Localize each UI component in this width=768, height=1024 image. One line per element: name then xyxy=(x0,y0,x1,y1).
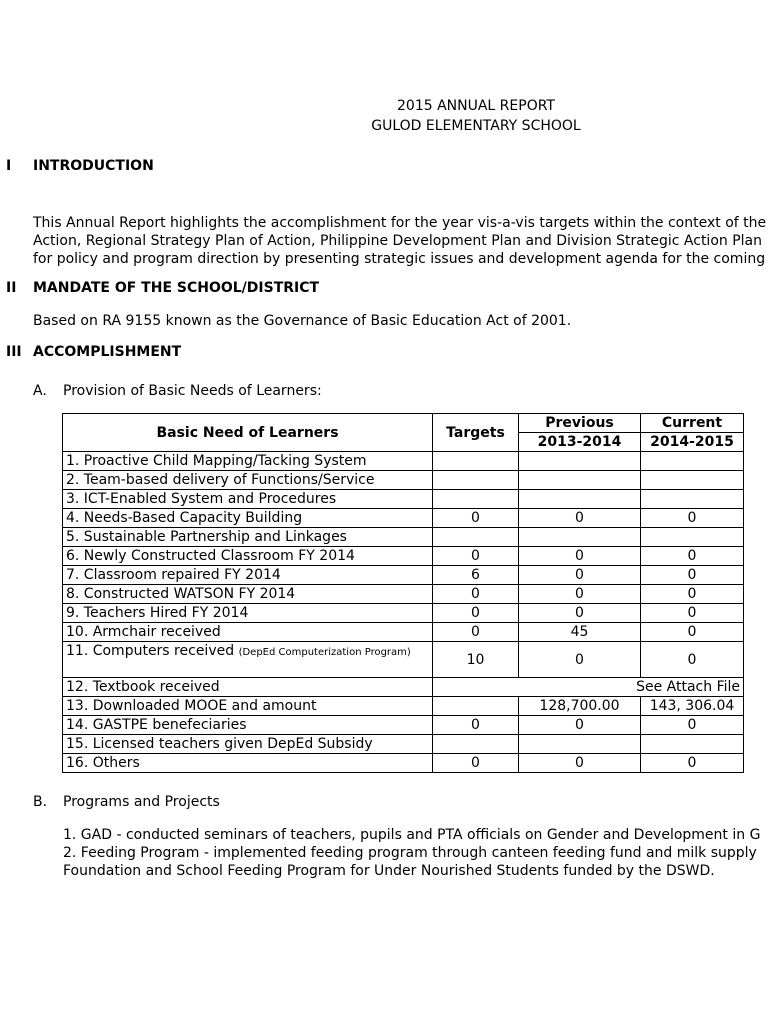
cell-current: 0 xyxy=(641,642,744,678)
row-label-text: 9. Teachers Hired FY 2014 xyxy=(66,605,249,621)
cell-targets: 10 xyxy=(433,642,519,678)
cell-previous: 0 xyxy=(519,566,641,585)
cell-targets: 0 xyxy=(433,604,519,623)
row-label xyxy=(63,509,433,528)
row-label-text: 7. Classroom repaired FY 2014 xyxy=(66,567,281,583)
cell-targets xyxy=(433,735,519,754)
cell-previous: 0 xyxy=(519,642,641,678)
cell-current xyxy=(641,452,744,471)
program-line: 2. Feeding Program - implemented feeding program through canteen feeding fund and milk supply xyxy=(63,845,757,861)
row-label-text: 3. ICT-Enabled System and Procedures xyxy=(66,491,337,507)
cell-current: 0 xyxy=(641,566,744,585)
cell-previous xyxy=(519,528,641,547)
table-row xyxy=(63,585,744,604)
row-label-text: 12. Textbook received xyxy=(66,679,220,695)
cell-current: 0 xyxy=(641,585,744,604)
cell-previous xyxy=(519,735,641,754)
header-targets: Targets xyxy=(433,414,519,452)
report-title: 2015 ANNUAL REPORT xyxy=(397,98,555,114)
table-row xyxy=(63,490,744,509)
row-label-text: 2. Team-based delivery of Functions/Service xyxy=(66,472,375,488)
header-basic-need: Basic Need of Learners xyxy=(63,414,433,452)
subsection-letter-a: A. xyxy=(33,383,47,399)
row-merged-value: See Attach File xyxy=(433,678,744,697)
row-label xyxy=(63,566,433,585)
table-row xyxy=(63,471,744,490)
cell-targets xyxy=(433,697,519,716)
table-row xyxy=(63,528,744,547)
table-row xyxy=(63,754,744,773)
table-row xyxy=(63,735,744,754)
row-label xyxy=(63,678,433,697)
cell-previous: 128,700.00 xyxy=(519,697,641,716)
school-name: GULOD ELEMENTARY SCHOOL xyxy=(371,118,581,134)
table-row xyxy=(63,716,744,735)
cell-previous: 0 xyxy=(519,716,641,735)
intro-line: This Annual Report highlights the accomplishment for the year vis-a-vis targets within the context of the xyxy=(33,215,767,231)
row-label xyxy=(63,697,433,716)
row-label xyxy=(63,585,433,604)
row-label-text: 4. Needs-Based Capacity Building xyxy=(66,510,303,526)
basic-needs-table xyxy=(62,413,744,773)
row-label-text: 8. Constructed WATSON FY 2014 xyxy=(66,586,296,602)
section-number-intro: I xyxy=(6,158,12,174)
cell-previous xyxy=(519,471,641,490)
cell-current: 0 xyxy=(641,716,744,735)
cell-previous: 45 xyxy=(519,623,641,642)
cell-targets: 6 xyxy=(433,566,519,585)
row-label xyxy=(63,471,433,490)
table-row xyxy=(63,697,744,716)
subsection-letter-b: B. xyxy=(33,794,48,810)
header-previous-year: 2013-2014 xyxy=(519,433,641,452)
row-label-text: 15. Licensed teachers given DepEd Subsidy xyxy=(66,736,373,752)
cell-targets: 0 xyxy=(433,547,519,566)
program-line: Foundation and School Feeding Program for Under Nourished Students funded by the DSWD. xyxy=(63,863,715,879)
table-row xyxy=(63,509,744,528)
row-label xyxy=(63,528,433,547)
table-row xyxy=(63,547,744,566)
mandate-text: Based on RA 9155 known as the Governance of Basic Education Act of 2001. xyxy=(33,313,572,329)
section-heading-mandate: MANDATE OF THE SCHOOL/DISTRICT xyxy=(33,280,320,296)
row-label xyxy=(63,735,433,754)
cell-current: 0 xyxy=(641,547,744,566)
row-label-text: 5. Sustainable Partnership and Linkages xyxy=(66,529,347,545)
cell-current: 0 xyxy=(641,604,744,623)
cell-targets: 0 xyxy=(433,585,519,604)
table-row xyxy=(63,642,744,678)
intro-paragraph xyxy=(33,214,766,268)
table-row xyxy=(63,678,744,697)
cell-targets: 0 xyxy=(433,509,519,528)
cell-previous: 0 xyxy=(519,754,641,773)
cell-current: 0 xyxy=(641,509,744,528)
cell-previous: 0 xyxy=(519,509,641,528)
section-number-mandate: II xyxy=(6,280,17,296)
cell-current: 0 xyxy=(641,623,744,642)
cell-current xyxy=(641,471,744,490)
row-label-text: 6. Newly Constructed Classroom FY 2014 xyxy=(66,548,355,564)
section-heading-intro: INTRODUCTION xyxy=(33,158,154,174)
header-current-year: 2014-2015 xyxy=(641,433,744,452)
row-label xyxy=(63,490,433,509)
table-row xyxy=(63,623,744,642)
cell-targets: 0 xyxy=(433,716,519,735)
row-label xyxy=(63,604,433,623)
cell-previous: 0 xyxy=(519,585,641,604)
table-row xyxy=(63,604,744,623)
subsection-title-a: Provision of Basic Needs of Learners: xyxy=(63,383,322,399)
row-label xyxy=(63,623,433,642)
cell-targets xyxy=(433,452,519,471)
cell-targets xyxy=(433,471,519,490)
cell-previous: 0 xyxy=(519,547,641,566)
cell-current xyxy=(641,528,744,547)
cell-current: 0 xyxy=(641,754,744,773)
row-label xyxy=(63,642,433,678)
intro-line: for policy and program direction by presenting strategic issues and development agenda for the coming xyxy=(33,251,766,267)
row-label-text: 14. GASTPE benefeciaries xyxy=(66,717,247,733)
cell-targets: 0 xyxy=(433,623,519,642)
row-label xyxy=(63,754,433,773)
intro-line: Action, Regional Strategy Plan of Action, Philippine Development Plan and Division Strategic Action Plan xyxy=(33,233,762,249)
cell-targets: 0 xyxy=(433,754,519,773)
cell-targets xyxy=(433,490,519,509)
section-number-accomplishment: III xyxy=(6,344,22,360)
row-label-text: 10. Armchair received xyxy=(66,624,221,640)
cell-targets xyxy=(433,528,519,547)
table-row xyxy=(63,452,744,471)
header-current: Current xyxy=(641,414,744,433)
table-row xyxy=(63,566,744,585)
cell-previous: 0 xyxy=(519,604,641,623)
program-line: 1. GAD - conducted seminars of teachers, pupils and PTA officials on Gender and Development in G xyxy=(63,827,761,843)
row-label-text: 16. Others xyxy=(66,755,140,771)
section-heading-accomplishment: ACCOMPLISHMENT xyxy=(33,344,182,360)
cell-previous xyxy=(519,490,641,509)
row-label xyxy=(63,452,433,471)
row-label-text: 11. Computers received xyxy=(66,643,239,659)
row-label-text: 1. Proactive Child Mapping/Tacking System xyxy=(66,453,367,469)
programs-paragraph xyxy=(63,826,760,880)
cell-previous xyxy=(519,452,641,471)
subsection-title-b: Programs and Projects xyxy=(63,794,220,810)
row-label xyxy=(63,716,433,735)
cell-current xyxy=(641,490,744,509)
row-label-note: (DepEd Computerization Program) xyxy=(238,647,411,658)
row-label-text: 13. Downloaded MOOE and amount xyxy=(66,698,317,714)
cell-current: 143, 306.04 xyxy=(641,697,744,716)
header-previous: Previous xyxy=(519,414,641,433)
cell-current xyxy=(641,735,744,754)
row-label xyxy=(63,547,433,566)
